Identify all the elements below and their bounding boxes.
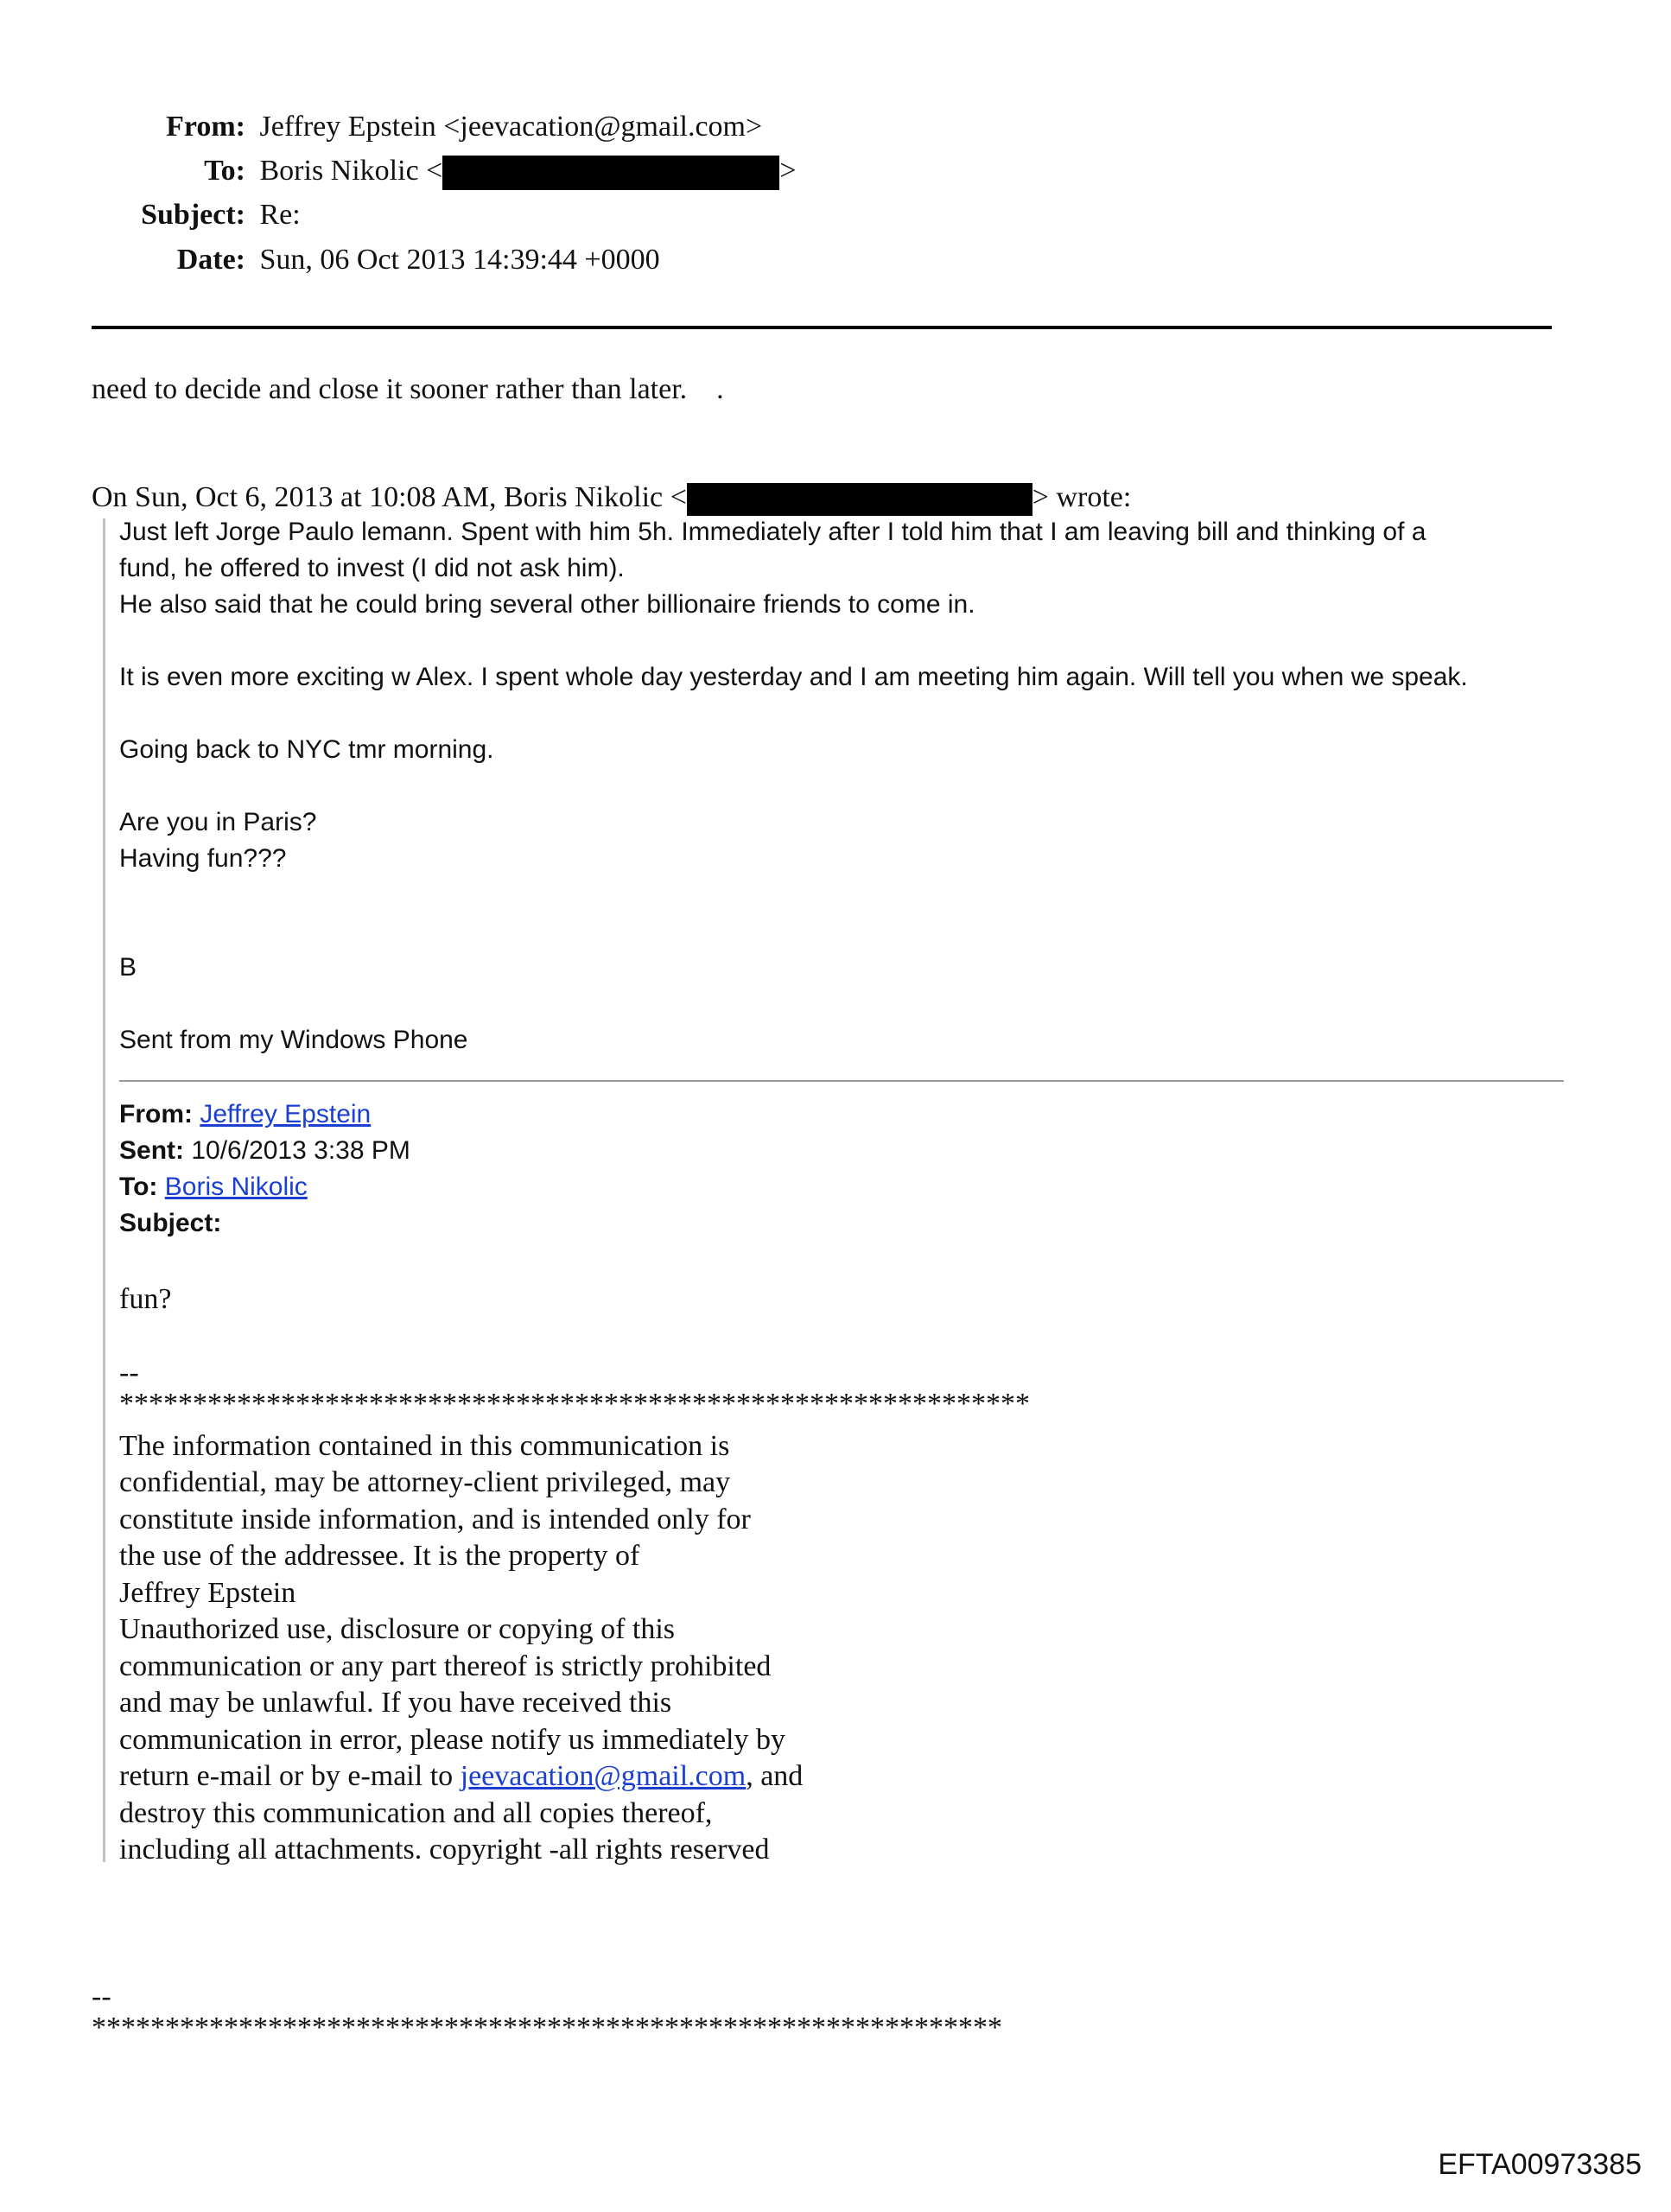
subject-value: Re: — [259, 199, 301, 231]
quoted-line: Going back to NYC tmr morning. — [119, 735, 494, 764]
redaction-box — [687, 483, 1032, 516]
orig-sent-label: Sent: — [119, 1136, 184, 1165]
header-subject-row — [0, 198, 864, 232]
disclaimer-line: The information contained in this communication is — [119, 1430, 730, 1462]
footer-stars: ************************************************************** — [92, 2012, 1002, 2044]
quoted-sent-from: Sent from my Windows Phone — [119, 1026, 468, 1054]
to-close: > — [779, 155, 797, 187]
orig-from-row — [119, 1096, 371, 1133]
document-id: EFTA00973385 — [1438, 2148, 1642, 2181]
redaction-box — [442, 156, 779, 190]
original-message-divider — [119, 1080, 1564, 1082]
quoted-line: It is even more exciting w Alex. I spent whole day yesterday and I am meeting him again. Will tell you when we speak. — [119, 663, 1468, 691]
quoted-line: Just left Jorge Paulo lemann. Spent with him 5h. Immediately after I told him that I am leaving bill and thinking of a — [119, 518, 1426, 546]
orig-from-link[interactable]: Jeffrey Epstein — [200, 1100, 372, 1128]
disclaimer-line: Unauthorized use, disclosure or copying of this — [119, 1613, 676, 1645]
date-value: Sun, 06 Oct 2013 14:39:44 +0000 — [259, 244, 660, 276]
disclaimer-line: including all attachments. copyright -all rights reserved — [119, 1834, 770, 1866]
disclaimer-line: confidential, may be attorney-client privileged, may — [119, 1466, 731, 1498]
orig-subject-row — [119, 1205, 221, 1242]
quoted-line: Are you in Paris? — [119, 808, 317, 836]
quote-intro-before: On Sun, Oct 6, 2013 at 10:08 AM, Boris Nikolic < — [92, 481, 687, 513]
disclaimer-line: Jeffrey Epstein — [119, 1577, 296, 1609]
disclaimer-line: communication or any part thereof is strictly prohibited — [119, 1650, 772, 1682]
quote-intro — [92, 480, 1131, 517]
to-label: To: — [204, 155, 245, 187]
subject-label: Subject: — [141, 199, 245, 231]
orig-sent-row — [119, 1133, 410, 1169]
disclaimer-line: communication in error, please notify us immediately by — [119, 1724, 785, 1756]
orig-subject-label: Subject: — [119, 1209, 222, 1237]
quoted-signature-initial: B — [119, 953, 137, 982]
quoted-line: fund, he offered to invest (I did not ask him). — [119, 554, 625, 582]
to-value: Boris Nikolic < — [259, 155, 443, 187]
disclaimer-return-after: , and — [746, 1760, 804, 1792]
quote-intro-after: > wrote: — [1032, 481, 1132, 513]
orig-body: fun? — [119, 1283, 172, 1315]
quoted-line: Having fun??? — [119, 844, 287, 873]
orig-from-label: From: — [119, 1100, 193, 1128]
disclaimer-line: destroy this communication and all copies thereof, — [119, 1797, 713, 1829]
header-date-row — [0, 243, 864, 277]
header-divider — [92, 326, 1552, 329]
disclaimer-line: the use of the addressee. It is the property of — [119, 1540, 640, 1572]
disclaimer-line: and may be unlawful. If you have received this — [119, 1687, 672, 1719]
sig-dashes: -- — [119, 1357, 139, 1389]
from-value: Jeffrey Epstein <jeevacation@gmail.com> — [259, 111, 763, 143]
from-label: From: — [166, 111, 245, 143]
quote-bar — [103, 518, 105, 1862]
orig-to-link[interactable]: Boris Nikolic — [164, 1173, 308, 1201]
header-from-row — [0, 110, 864, 144]
footer-dashes: -- — [92, 1980, 111, 2012]
orig-to-row — [119, 1169, 308, 1205]
header-to-row — [0, 154, 864, 190]
email-link[interactable]: jeevacation@gmail.com — [460, 1760, 747, 1792]
date-label: Date: — [176, 244, 245, 276]
disclaimer-line: constitute inside information, and is intended only for — [119, 1503, 751, 1535]
orig-to-label: To: — [119, 1173, 158, 1201]
reply-body: need to decide and close it sooner rather than later. . — [92, 373, 724, 405]
quoted-line: He also said that he could bring several other billionaire friends to come in. — [119, 590, 975, 619]
disclaimer-return-before: return e-mail or by e-mail to — [119, 1760, 461, 1792]
disclaimer-return-line — [119, 1758, 803, 1796]
sig-stars: ************************************************************** — [119, 1388, 1030, 1420]
orig-sent-value: 10/6/2013 3:38 PM — [191, 1136, 410, 1165]
